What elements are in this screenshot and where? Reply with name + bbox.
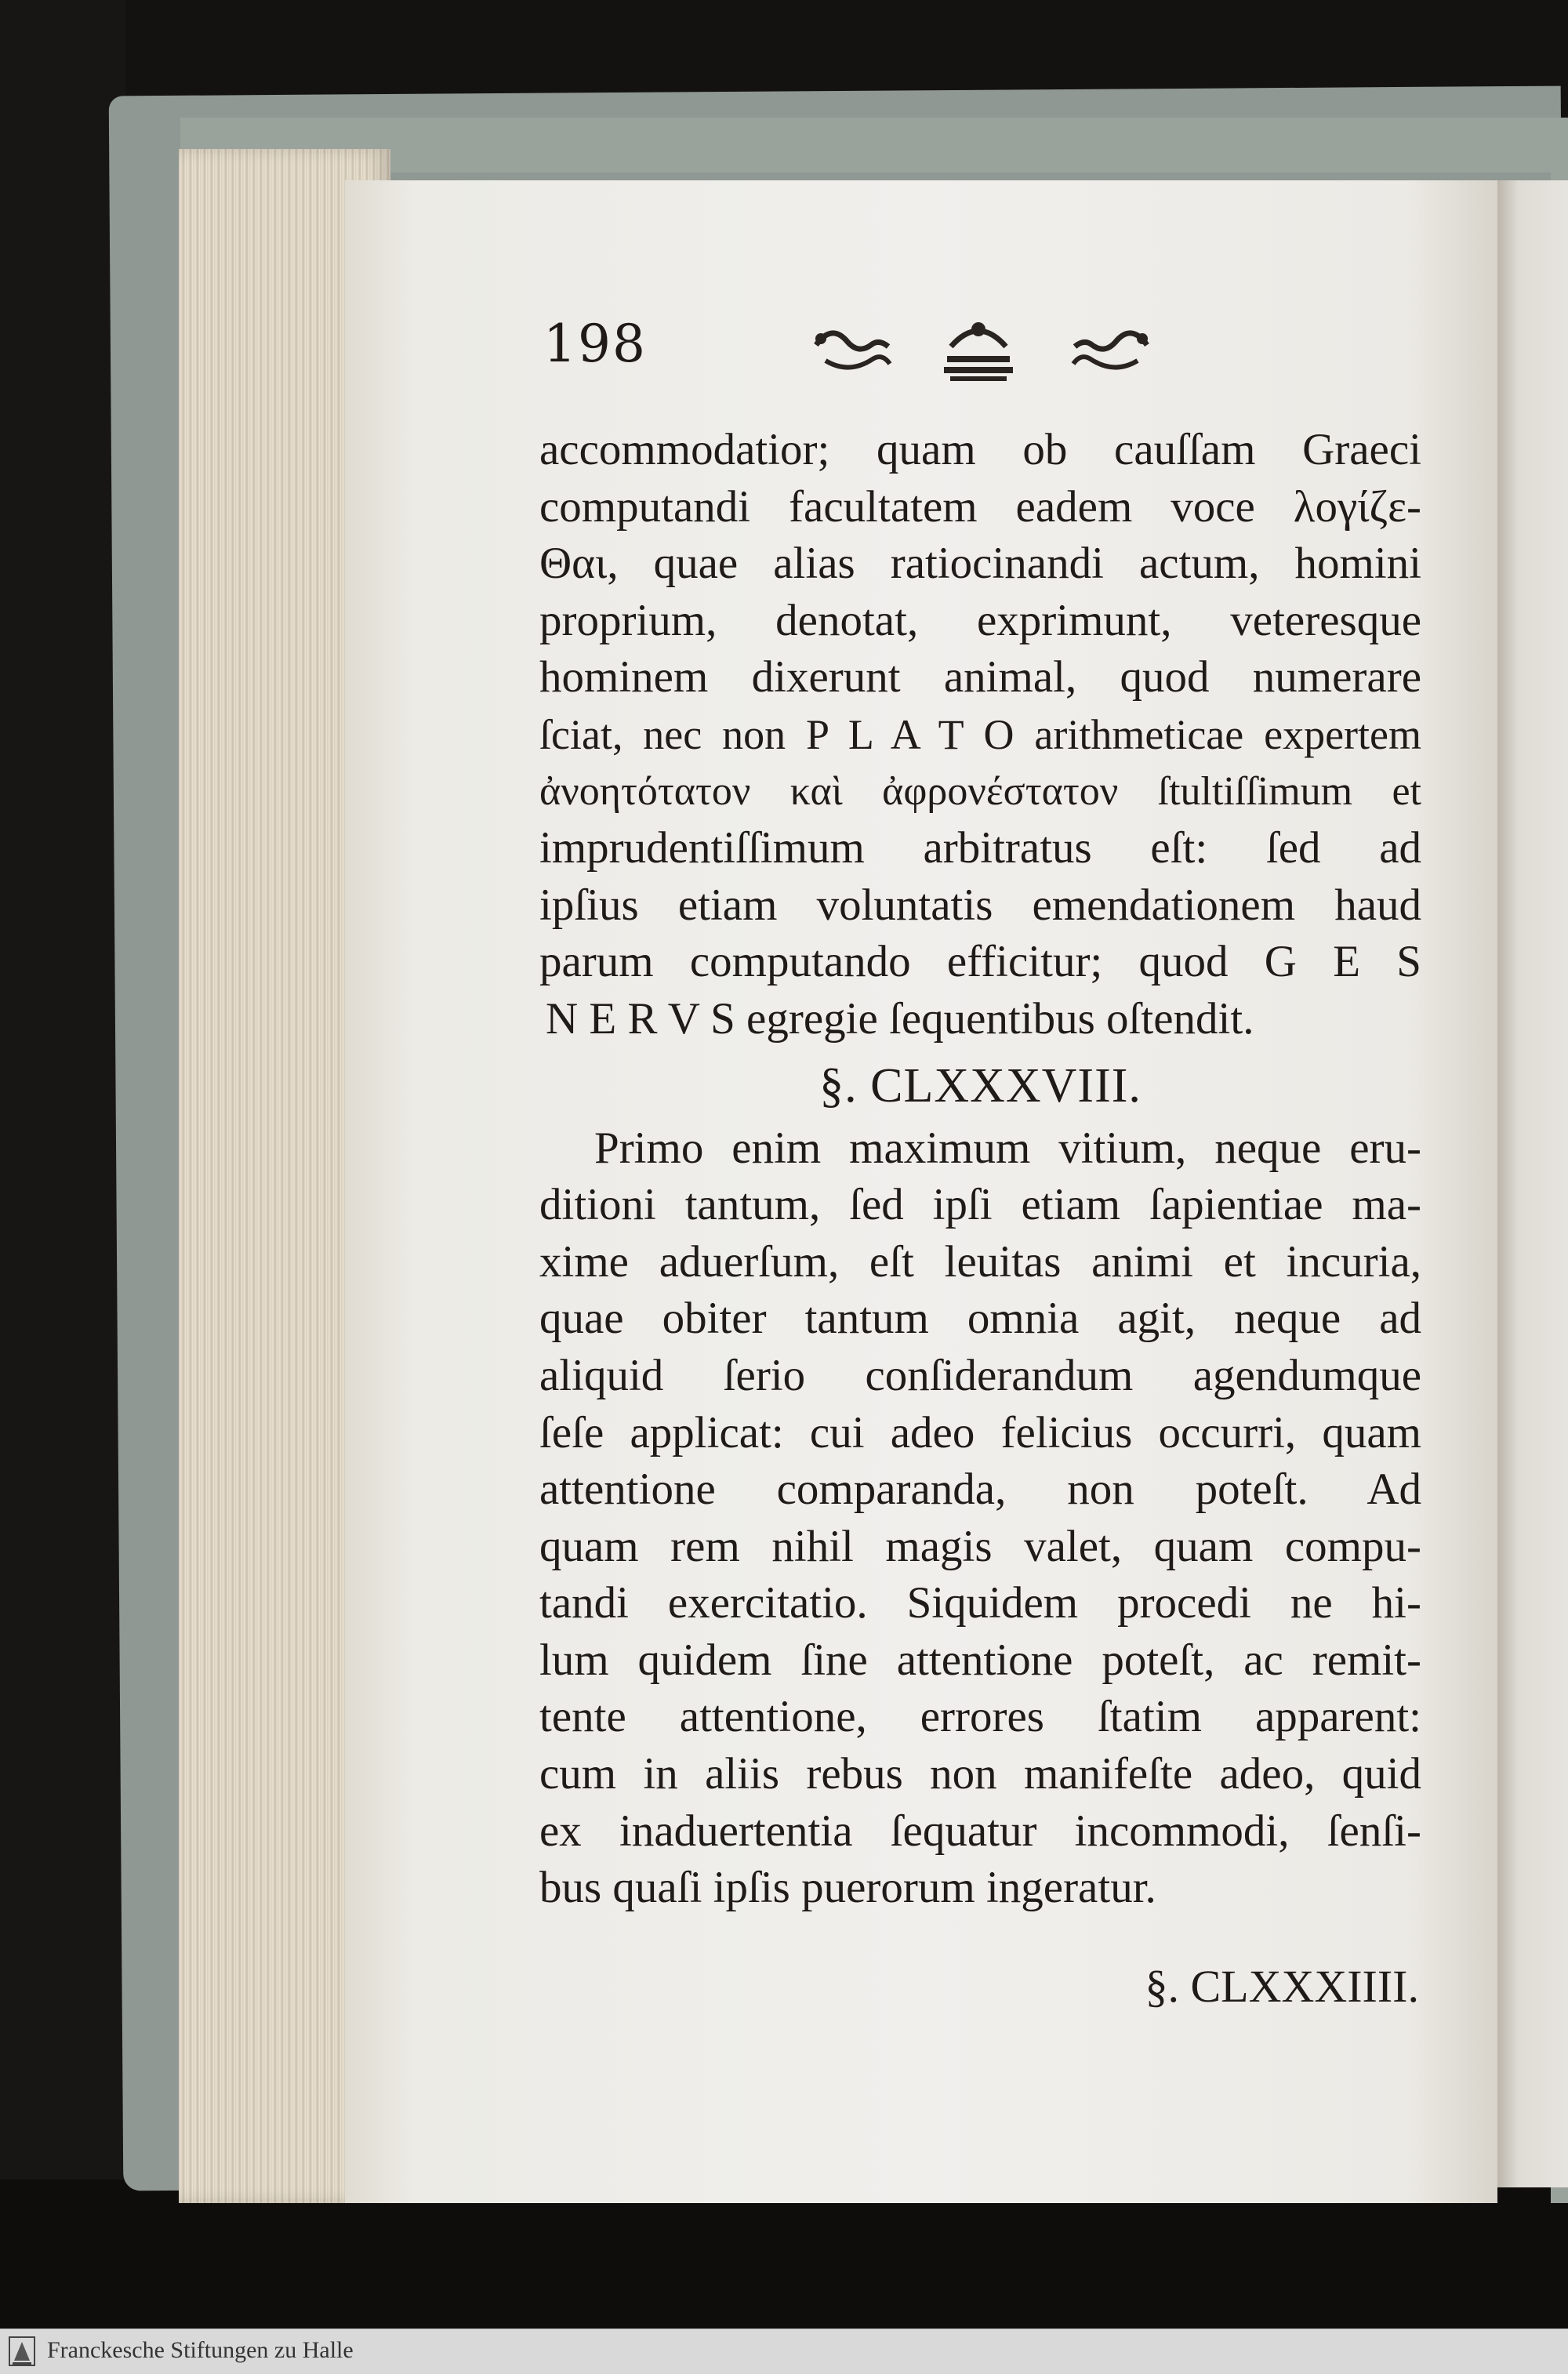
body-text: [539, 422, 1421, 1917]
text-line: tandi exercitatio. Siquidem procedi ne hi-: [539, 1578, 1421, 1628]
text-line: hominem dixerunt animal, quod numerare: [539, 652, 1421, 702]
text-line: ſciat, nec non P L A T O arithmeticae expertem: [539, 710, 1421, 758]
text-line: attentione comparanda, non poteſt. Ad: [539, 1465, 1421, 1515]
text-line: aliquid ſerio conſiderandum agendumque: [539, 1350, 1421, 1400]
scroll-ornament-icon: [1067, 321, 1153, 384]
text-line: ἀνοητότατον καὶ ἀφρονέστατον ſtultiſſimum et: [539, 768, 1421, 814]
background-left: [0, 0, 125, 2329]
section-heading: §. CLXXXVIII.: [819, 1058, 1142, 1113]
text-line: computandi facultatem eadem voce λογίζε-: [539, 481, 1421, 532]
catchword: §. CLXXXIIII.: [1145, 1961, 1419, 2012]
text-line: ipſius etiam voluntatis emendationem haud: [539, 880, 1421, 930]
text-line: quae obiter tantum omnia agit, neque ad: [539, 1294, 1421, 1344]
text-line: tente attentione, errores ſtatim apparent:: [539, 1692, 1421, 1742]
page-number: 198: [543, 314, 647, 374]
text-line: ditioni tantum, ſed ipſi etiam ſapientiae ma-: [539, 1180, 1421, 1230]
text-line: bus quaſi ipſis puerorum ingeratur.: [539, 1863, 1156, 1913]
text-line: cum in aliis rebus non manifeſte adeo, quid: [539, 1749, 1421, 1799]
text-line: lum quidem ſine attentione poteſt, ac remit-: [539, 1635, 1421, 1685]
footer-bar: [0, 2329, 1568, 2374]
facing-page-edge: [1497, 180, 1568, 2187]
text-line: accommodatior; quam ob cauſſam Graeci: [539, 425, 1421, 474]
text-line: xime aduerſum, eſt leuitas animi et incuria,: [539, 1236, 1421, 1287]
text-line: quam rem nihil magis valet, quam compu-: [539, 1521, 1421, 1571]
text-line: Primo enim maximum vitium, neque eru-: [594, 1123, 1421, 1173]
text-line: N E R V S egregie ſequentibus oſtendit.: [546, 993, 1254, 1044]
text-line: ex inaduertentia ſequatur incommodi, ſenſi-: [539, 1806, 1421, 1856]
page-header: [543, 314, 1421, 400]
text-line: parum computando efficitur; quod G E S: [539, 937, 1421, 987]
franckesche-logo-icon: [6, 2334, 38, 2369]
text-line: proprium, denotat, exprimunt, veteresque: [539, 595, 1421, 645]
scroll-ornament-icon: [810, 321, 896, 384]
crown-ornament-icon: [939, 315, 1018, 386]
text-line: imprudentiſſimum arbitratus eſt: ſed ad: [539, 823, 1421, 873]
footer-institution: Franckesche Stiftungen zu Halle: [47, 2337, 354, 2363]
text-line: Θαι, quae alias ratiocinandi actum, homini: [539, 539, 1421, 589]
text-line: ſeſe applicat: cui adeo felicius occurri, quam: [539, 1407, 1421, 1457]
